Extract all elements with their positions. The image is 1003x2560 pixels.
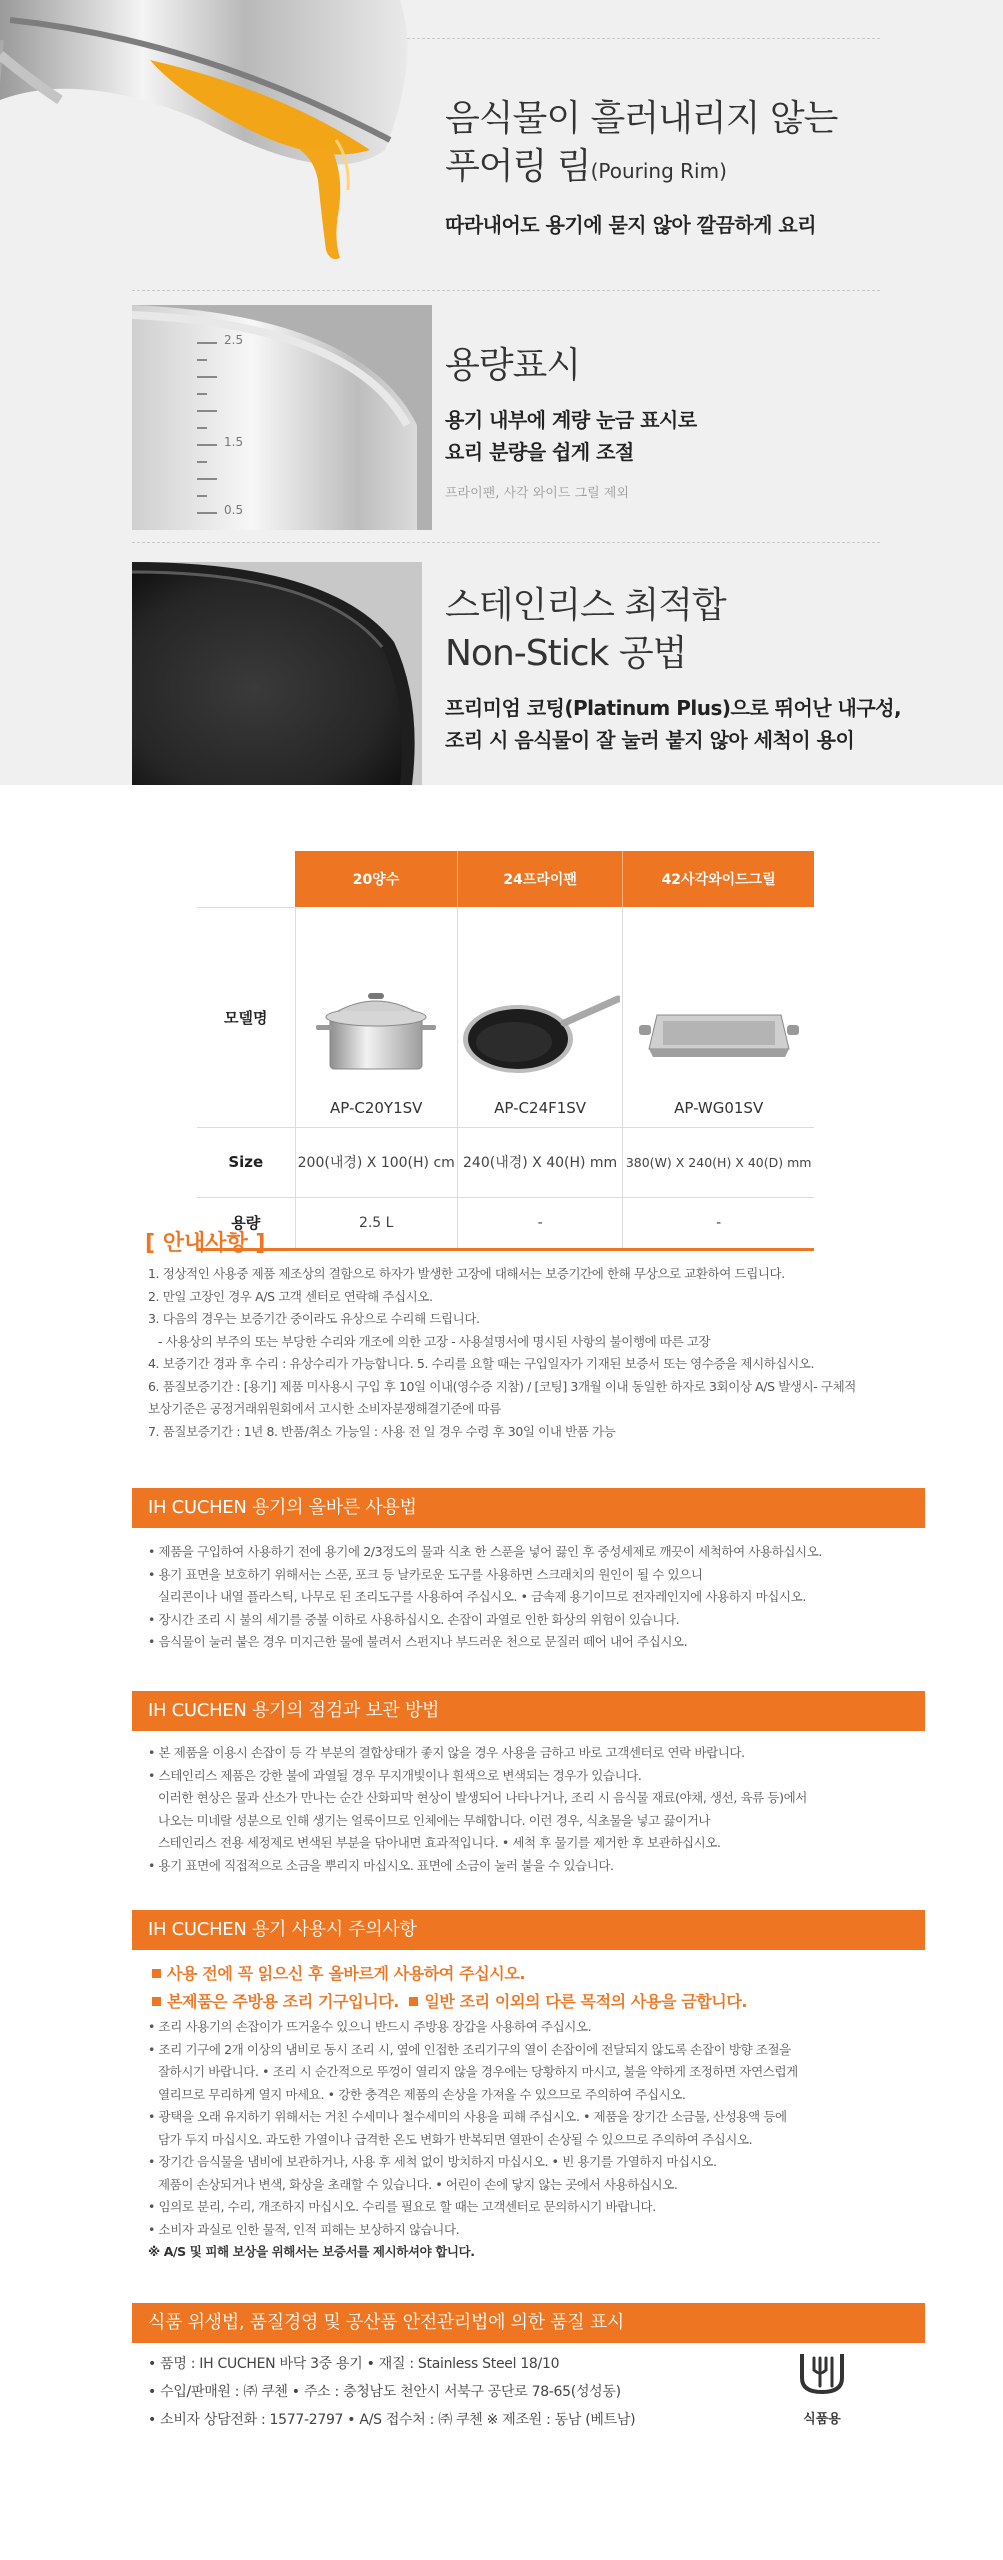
model-code: AP-WG01SV <box>674 1098 764 1117</box>
spec-row-capacity <box>197 1197 814 1249</box>
scale-mark: 0.5 <box>224 503 244 517</box>
caution-list <box>148 1960 908 2264</box>
title-suffix: (Pouring Rim) <box>590 159 727 183</box>
desc-line: 요리 분량을 쉽게 조절 <box>445 440 634 464</box>
spec-row-size <box>197 1127 814 1197</box>
scale-mark: 1.5 <box>224 435 244 449</box>
feature-title: 용량표시 <box>445 345 581 386</box>
feature-text <box>445 582 901 756</box>
feature-text <box>445 342 697 501</box>
notice-line: - 사용상의 부주의 또는 부당한 수리와 개조에 의한 고장 - 사용설명서에 명시된 사항의 불이행에 따른 고장 <box>158 1333 711 1349</box>
model-cell <box>295 907 457 1127</box>
usage-line: • 용기 표면을 보호하기 위해서는 스푼, 포크 등 날카로운 도구를 사용하면 스크래치의 원인이 될 수 있으니 <box>148 1566 703 1582</box>
stock-pot-icon <box>316 987 436 1077</box>
title-line: Non-Stick 공법 <box>445 633 687 674</box>
caution-line: • 임의로 분리, 수리, 개조하지 마십시오. 수리를 필요로 할 때는 고객센터로 문의하시기 바랍니다. <box>148 2199 656 2214</box>
usage-list <box>148 1541 908 1654</box>
row-header: 용량 <box>197 1197 295 1249</box>
usage-line: • 음식물이 눌러 붙은 경우 미지근한 물에 불려서 스펀지나 부드러운 천으로 문질러 떼어 내어 주십시오. <box>148 1634 688 1649</box>
model-cell <box>623 907 814 1127</box>
features-section <box>0 0 1003 785</box>
section-bar-food-label: 식품 위생법, 품질경영 및 공산품 안전관리법에 의한 품질 표시 <box>132 2303 925 2343</box>
spec-header-row <box>197 851 814 907</box>
row-header: Size <box>197 1127 295 1197</box>
feature-pouring-rim <box>0 0 1003 262</box>
size-cell: 380(W) X 240(H) X 40(D) mm <box>623 1127 814 1197</box>
pot-pouring-image <box>0 0 420 262</box>
desc-line: 조리 시 음식물이 잘 눌러 붙지 않아 세척이 용이 <box>445 728 855 752</box>
row-header: 모델명 <box>197 907 295 1127</box>
usage-line: • 제품을 구입하여 사용하기 전에 용기에 2/3정도의 물과 식초 한 스푼을 넣어 끓인 후 중성세제로 깨끗이 세척하여 사용하십시오. <box>148 1544 822 1559</box>
model-code: AP-C20Y1SV <box>329 1098 423 1117</box>
food-line: • 품명 : IH CUCHEN 바닥 3중 용기 • 재질 : Stainless Steel 18/10 <box>148 2356 560 2372</box>
notice-line: 4. 보증기간 경과 후 수리 : 유상수리가 가능합니다. 5. 수리를 요할 때는 구입일자가 기재된 보증서 또는 영수증을 제시하십시오. <box>148 1356 815 1371</box>
notice-line: 보상기준은 공정거래위원회에서 고시한 소비자분쟁해결기준에 따름 <box>148 1401 501 1416</box>
food-line: • 수입/판매원 : ㈜ 쿠첸 • 주소 : 충청남도 천안시 서북구 공단로 78-65(성성동) <box>148 2384 621 2400</box>
food-safe-mark <box>792 2348 852 2427</box>
food-label-info <box>148 2350 768 2434</box>
care-line: • 용기 표면에 직접적으로 소금을 뿌리지 마십시오. 표면에 소금이 눌러 붙을 수 있습니다. <box>148 1857 614 1873</box>
spec-row-model <box>197 907 814 1127</box>
column-header: 20양수 <box>295 851 457 907</box>
feature-capacity-mark <box>0 290 1003 530</box>
feature-note: 프라이팬, 사각 와이드 그릴 제외 <box>445 486 629 501</box>
feature-non-stick <box>0 542 1003 785</box>
desc-line: 프리미엄 코팅(Platinum Plus)으로 뛰어난 내구성, <box>445 696 902 720</box>
model-code: AP-C24F1SV <box>494 1098 587 1117</box>
food-icon-label: 식품용 <box>803 2412 841 2427</box>
feature-desc <box>445 692 901 756</box>
grill-pan-icon <box>639 997 799 1077</box>
usage-line: 실리콘이나 내열 플라스틱, 나무로 된 조리도구를 사용하여 주십시오. • 금속제 용기이므로 전자레인지에 사용하지 마십시오. <box>158 1589 806 1604</box>
notice-line: 6. 품질보증기간 : [용기] 제품 미사용시 구입 후 10일 이내(영수증 지참) / [코팅] 3개월 이내 동일한 하자로 3회이상 A/S 발생시- 구체적 <box>148 1378 856 1394</box>
size-cell: 240(내경) X 40(H) mm <box>457 1127 622 1197</box>
caution-final-note: ※ A/S 및 피해 보상을 위해서는 보증서를 제시하셔야 합니다. <box>148 2244 475 2259</box>
notice-line: 2. 만일 고장인 경우 A/S 고객 센터로 연락해 주십시오. <box>148 1288 433 1304</box>
caution-line: • 조리 기구에 2개 이상의 냄비로 동시 조리 시, 옆에 인접한 조리기구의 열이 손잡이에 전달되지 않도록 손잡이 방향 조절을 <box>148 2041 791 2057</box>
caution-line: • 광택을 오래 유지하기 위해서는 거친 수세미나 철수세미의 사용을 피해 주십시오. • 제품을 장기간 소금물, 산성용액 등에 <box>148 2109 787 2124</box>
capacity-cell: - <box>457 1197 622 1249</box>
caution-line: 열리므로 무리하게 열지 마세요. • 강한 충격은 제품의 손상을 가져올 수 있으므로 주의하여 주십시오. <box>158 2086 686 2102</box>
warning-text: 본제품은 주방용 조리 기구입니다. <box>167 1992 399 2011</box>
title-line: 푸어링 림 <box>445 146 591 187</box>
feature-title <box>445 582 901 678</box>
pot-scale-image <box>132 305 432 530</box>
square-bullet-icon <box>409 1997 418 2006</box>
care-line: • 스테인리스 제품은 강한 불에 과열될 경우 무지개빛이나 흰색으로 변색되는 경우가 있습니다. <box>148 1767 642 1783</box>
caution-line: 잘하시기 바랍니다. • 조리 시 순간적으로 뚜껑이 열리지 않을 경우에는 당황하지 마시고, 불을 약하게 조정하면 자연스럽게 <box>158 2064 798 2079</box>
feature-title <box>445 95 837 195</box>
notice-line: 3. 다음의 경우는 보증기간 중이라도 유상으로 수리해 드립니다. <box>148 1311 480 1326</box>
warning-text: 일반 조리 이외의 다른 목적의 사용을 금합니다. <box>424 1992 748 2011</box>
usage-line: • 장시간 조리 시 불의 세기를 중불 이하로 사용하십시오. 손잡이 과열로 인한 화상의 위험이 있습니다. <box>148 1611 680 1627</box>
warning-line <box>148 1960 908 1988</box>
dashed-divider <box>132 542 880 543</box>
column-header: 24프라이팬 <box>457 851 622 907</box>
size-cell: 200(내경) X 100(H) cm <box>295 1127 457 1197</box>
warning-line <box>148 1988 908 2016</box>
care-line: 스테인리스 전용 세정제로 변색된 부분을 닦아내면 효과적입니다. • 세척 후 물기를 제거한 후 보관하십시오. <box>158 1835 721 1850</box>
square-bullet-icon <box>152 1997 161 2006</box>
section-bar-caution: IH CUCHEN 용기 사용시 주의사항 <box>132 1910 925 1950</box>
capacity-cell: 2.5 L <box>295 1197 457 1249</box>
scale-mark: 2.5 <box>224 333 244 347</box>
spec-table <box>197 851 814 1251</box>
care-line: • 본 제품을 이용시 손잡이 등 각 부분의 결합상태가 좋지 않을 경우 사용을 금하고 바로 고객센터로 연락 바랍니다. <box>148 1745 745 1760</box>
square-bullet-icon <box>152 1969 161 1978</box>
notice-list <box>148 1263 868 1443</box>
notice-line: 1. 정상적인 사용중 제품 제조상의 결함으로 하자가 발생한 고장에 대해서는 보증기간에 한해 무상으로 교환하여 드립니다. <box>148 1266 785 1281</box>
capacity-cell: - <box>623 1197 814 1249</box>
model-cell <box>457 907 622 1127</box>
title-line: 스테인리스 최적합 <box>445 585 726 626</box>
dashed-divider <box>132 290 880 291</box>
feature-text <box>445 95 837 241</box>
column-header: 42사각와이드그릴 <box>623 851 814 907</box>
notice-line: 7. 품질보증기간 : 1년 8. 반품/취소 가능일 : 사용 전 일 경우 수령 후 30일 이내 반품 가능 <box>148 1423 616 1439</box>
cup-fork-icon <box>794 2348 850 2400</box>
caution-line: • 소비자 과실로 인한 물적, 인적 피해는 보상하지 않습니다. <box>148 2221 460 2237</box>
non-stick-pan-image <box>132 562 422 785</box>
spec-corner <box>197 851 295 907</box>
caution-line: 제품이 손상되거나 변색, 화상을 초래할 수 있습니다. • 어린이 손에 닿지 않는 곳에서 사용하십시오. <box>158 2176 678 2192</box>
care-line: 나오는 미네랄 성분으로 인해 생기는 얼룩이므로 인체에는 무해합니다. 이런 경우, 식초물을 넣고 끓이거나 <box>158 1812 711 1828</box>
notice-title: [ 안내사항 ] <box>145 1231 266 1256</box>
care-list <box>148 1742 908 1877</box>
caution-line: • 조리 사용기의 손잡이가 뜨거울수 있으니 반드시 주방용 장갑을 사용하여 주십시오. <box>148 2019 592 2034</box>
section-bar-usage: IH CUCHEN 용기의 올바른 사용법 <box>132 1488 925 1528</box>
food-line: • 소비자 상담전화 : 1577-2797 • A/S 접수처 : ㈜ 쿠첸 ※ 제조원 : 동남 (베트남) <box>148 2412 636 2428</box>
warning-text: 사용 전에 꼭 읽으신 후 올바르게 사용하여 주십시오. <box>167 1964 526 1983</box>
desc-line: 용기 내부에 계량 눈금 표시로 <box>445 408 697 432</box>
feature-desc <box>445 404 697 468</box>
caution-line: 담가 두지 마십시오. 과도한 가열이나 급격한 온도 변화가 반복되면 열판이 손상될 수 있으므로 주의하여 주십시오. <box>158 2131 753 2147</box>
title-line: 음식물이 흘러내리지 않는 <box>445 98 838 139</box>
section-bar-care: IH CUCHEN 용기의 점검과 보관 방법 <box>132 1691 925 1731</box>
caution-line: • 장기간 음식물을 냄비에 보관하거나, 사용 후 세척 없이 방치하지 마십시오. • 빈 용기를 가열하지 마십시오. <box>148 2154 717 2169</box>
feature-desc: 따라내어도 용기에 묻지 않아 깔끔하게 요리 <box>445 213 817 237</box>
frying-pan-icon <box>460 987 620 1077</box>
care-line: 이러한 현상은 물과 산소가 만나는 순간 산화피막 현상이 발생되어 나타나거나, 조리 시 음식물 재료(야채, 생선, 육류 등)에서 <box>158 1790 807 1805</box>
